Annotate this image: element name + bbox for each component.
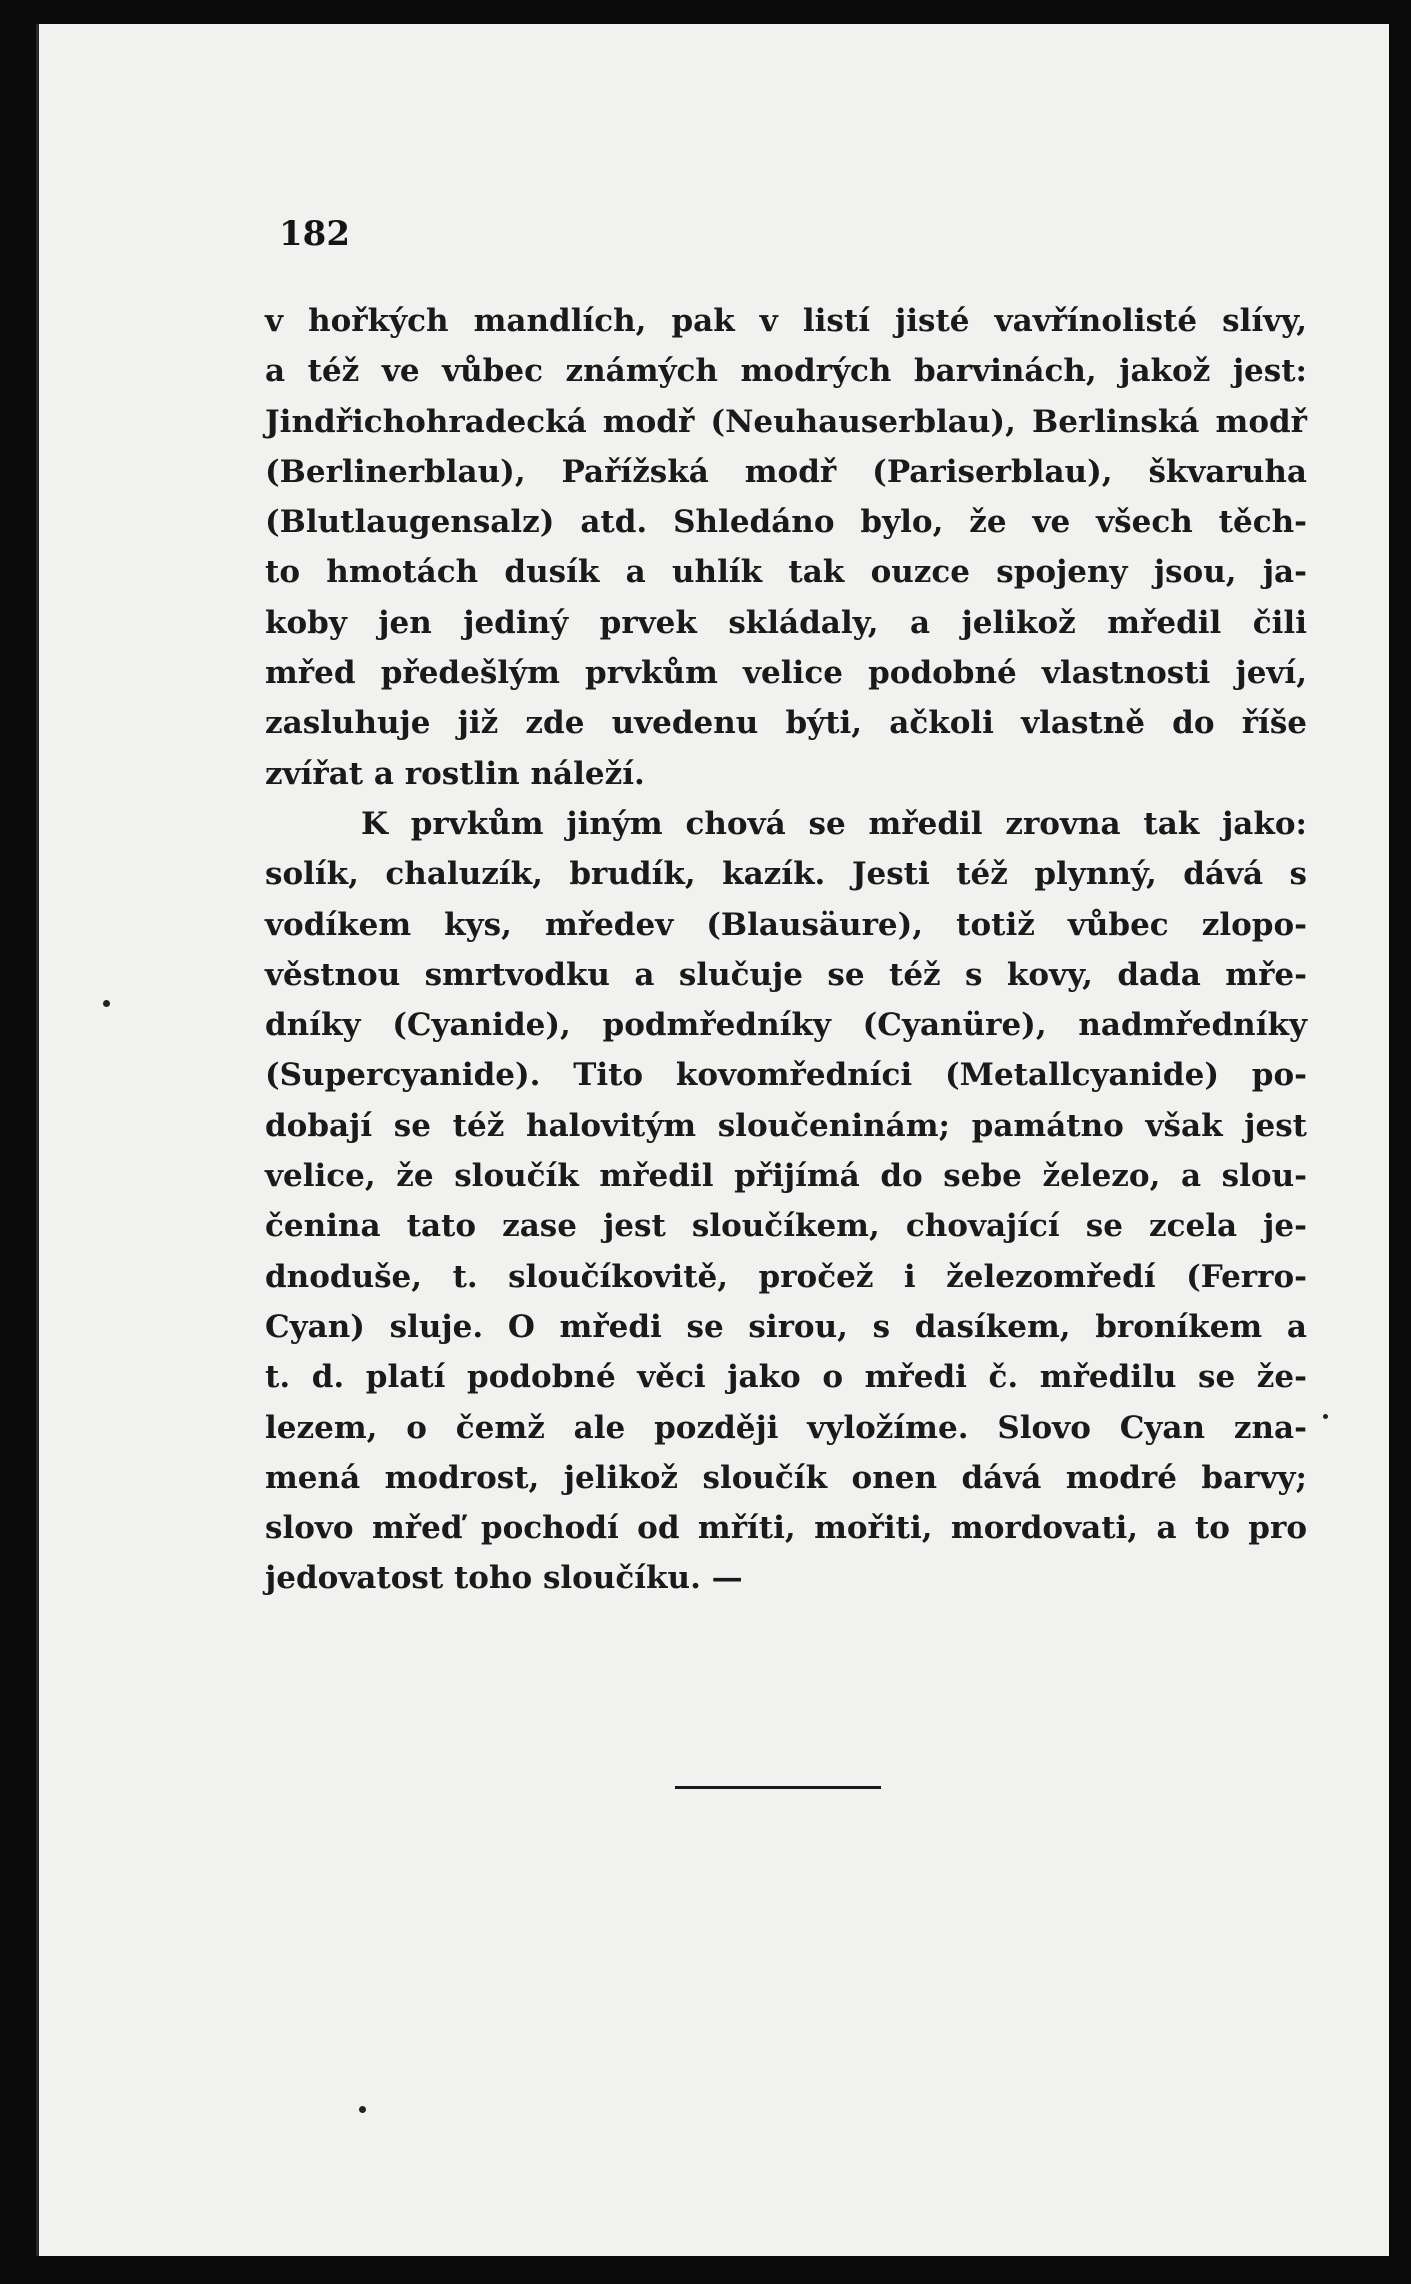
- book-page: [36, 24, 1389, 2256]
- text-line: (Berlinerblau), Pařížská modř (Pariserblau), škvaruha: [265, 453, 1307, 490]
- text-line: zvířat a rostlin náleží.: [265, 755, 645, 792]
- text-line: koby jen jediný prvek skládaly, a jelikož mředil čili: [265, 604, 1307, 641]
- text-line: slovo mřeď pochodí od mříti, mořiti, mordovati, a to pro: [265, 1510, 1307, 1547]
- paragraph-2: [265, 799, 1307, 1604]
- paper-speck: [1323, 1414, 1328, 1419]
- text-line: mřed předešlým prvkům velice podobné vlastnosti jeví,: [265, 655, 1307, 692]
- text-line: zasluhuje již zde uvedenu býti, ačkoli vlastně do říše: [265, 705, 1307, 742]
- text-line: to hmotách dusík a uhlík tak ouzce spojeny jsou, ja-: [265, 554, 1307, 591]
- paper-speck: [359, 2106, 366, 2113]
- text-line: jedovatost toho sloučíku. —: [265, 1560, 743, 1597]
- body-text: [265, 296, 1307, 1604]
- text-line: v hořkých mandlích, pak v listí jisté vavřínolisté slívy,: [265, 303, 1307, 339]
- text-line: (Blutlaugensalz) atd. Shledáno bylo, že ve všech těch-: [265, 504, 1307, 541]
- text-line: mená modrost, jelikož sloučík onen dává modré barvy;: [265, 1459, 1307, 1496]
- text-line: velice, že sloučík mředil přijímá do sebe železo, a slou-: [265, 1158, 1307, 1195]
- page-number: 182: [279, 214, 350, 254]
- text-line: K prvkům jiným chová se mředil zrovna tak jako:: [361, 805, 1307, 842]
- text-line: Jindřichohradecká modř (Neuhauserblau), Berlinská modř: [265, 403, 1307, 440]
- text-line: dnoduše, t. sloučíkovitě, pročež i železomředí (Ferro-: [265, 1258, 1307, 1295]
- text-line: Cyan) sluje. O mředi se sirou, s dasíkem, broníkem a: [265, 1308, 1307, 1345]
- text-line: vodíkem kys, mředev (Blausäure), totiž vůbec zlopo-: [265, 906, 1307, 943]
- text-line: dobají se též halovitým sloučeninám; památno však jest: [265, 1107, 1307, 1144]
- section-divider: [675, 1786, 881, 1789]
- text-line: t. d. platí podobné věci jako o mředi č. mředilu se že-: [265, 1359, 1307, 1396]
- text-line: věstnou smrtvodku a slučuje se též s kovy, dada mře-: [265, 956, 1307, 993]
- paragraph-1: [265, 296, 1307, 799]
- text-line: lezem, o čemž ale později vyložíme. Slovo Cyan zna-: [265, 1409, 1307, 1446]
- paper-speck: [103, 1000, 110, 1007]
- text-line: a též ve vůbec známých modrých barvinách, jakož jest:: [265, 353, 1307, 390]
- text-line: (Supercyanide). Tito kovomředníci (Metallcyanide) po-: [265, 1057, 1307, 1094]
- text-line: solík, chaluzík, brudík, kazík. Jesti též plynný, dává s: [265, 856, 1307, 893]
- text-line: čenina tato zase jest sloučíkem, chovající se zcela je-: [265, 1208, 1307, 1245]
- text-line: dníky (Cyanide), podmředníky (Cyanüre), nadmředníky: [265, 1007, 1307, 1044]
